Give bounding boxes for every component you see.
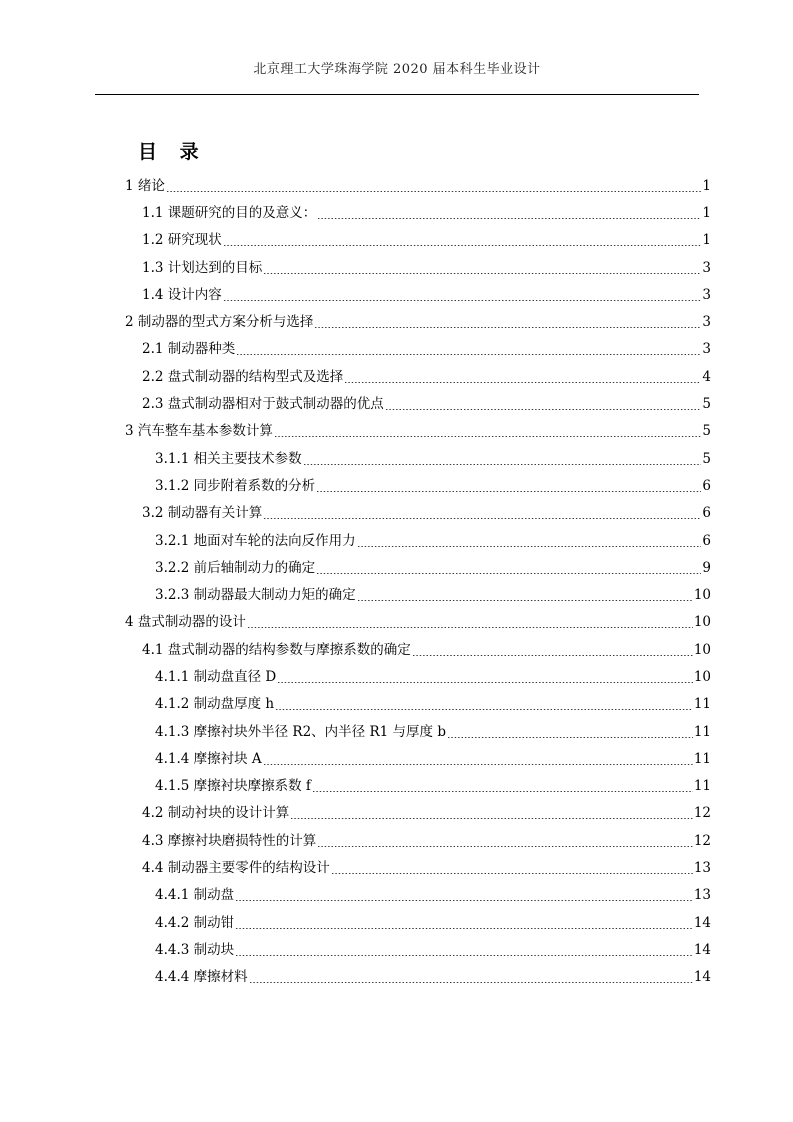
toc-entry-label: 2 制动器的型式方案分析与选择: [125, 314, 314, 331]
toc-dot-leader: [166, 179, 702, 193]
toc-entry[interactable]: [0, 445, 793, 472]
toc-entry-page-number: 5: [702, 423, 711, 440]
toc-entry[interactable]: [0, 390, 793, 417]
toc-entry[interactable]: [0, 909, 793, 936]
toc-entry-label: 4.1.5 摩擦衬块摩擦系数 f: [155, 778, 311, 795]
toc-entry-page-number: 4: [702, 368, 711, 385]
toc-entry-label: 4.4.2 制动钳: [155, 914, 235, 931]
toc-dot-leader: [357, 534, 702, 548]
toc-entry[interactable]: [0, 172, 793, 199]
toc-entry-label: 4.1.2 制动盘厚度 h: [155, 696, 275, 713]
toc-entry-label: 1.2 研究现状: [142, 232, 222, 249]
toc-dot-leader: [274, 424, 702, 438]
toc-entry-page-number: 13: [693, 887, 711, 904]
toc-dot-leader: [275, 697, 693, 711]
toc-dot-leader: [316, 561, 701, 575]
toc-entry-label: 3.2.1 地面对车轮的法向反作用力: [155, 532, 356, 549]
toc-dot-leader: [412, 643, 693, 657]
toc-entry-label: 4.4.3 制动块: [155, 941, 235, 958]
toc-dot-leader: [385, 397, 702, 411]
toc-dot-leader: [223, 233, 702, 247]
toc-dot-leader: [316, 479, 701, 493]
toc-entry[interactable]: [0, 718, 793, 745]
toc-entry[interactable]: [0, 227, 793, 254]
toc-dot-leader: [263, 506, 701, 520]
toc-dot-leader: [235, 916, 693, 930]
toc-entry-page-number: 12: [693, 832, 711, 849]
toc-dot-leader: [317, 206, 701, 220]
page-header: 北京理工大学珠海学院 2020 届本科生毕业设计: [253, 62, 541, 77]
toc-entry-label: 4.4 制动器主要零件的结构设计: [142, 860, 330, 877]
toc-entry-label: 1 绪论: [125, 177, 165, 194]
toc-entry-page-number: 14: [693, 969, 711, 986]
toc-entry-label: 4 盘式制动器的设计: [125, 614, 246, 631]
toc-dot-leader: [290, 806, 693, 820]
toc-entry[interactable]: [0, 554, 793, 581]
toc-entry[interactable]: [0, 800, 793, 827]
toc-dot-leader: [314, 315, 701, 329]
toc-entry-page-number: 10: [693, 587, 711, 604]
toc-entry-page-number: 1: [702, 204, 711, 221]
toc-dot-leader: [263, 752, 693, 766]
toc-dot-leader: [235, 888, 693, 902]
toc-entry[interactable]: [0, 691, 793, 718]
toc-entry[interactable]: [0, 936, 793, 963]
toc-dot-leader: [331, 861, 693, 875]
toc-dot-leader: [447, 725, 693, 739]
toc-entry-page-number: 11: [693, 696, 711, 713]
toc-entry-label: 2.3 盘式制动器相对于鼓式制动器的优点: [142, 396, 384, 413]
toc-entry-page-number: 14: [693, 941, 711, 958]
toc-entry-page-number: 1: [702, 177, 711, 194]
toc-entry-label: 4.3 摩擦衬块磨损特性的计算: [142, 832, 317, 849]
toc-entry-page-number: 6: [702, 532, 711, 549]
toc-entry[interactable]: [0, 581, 793, 608]
toc-entry[interactable]: [0, 281, 793, 308]
toc-dot-leader: [235, 943, 693, 957]
toc-entry[interactable]: [0, 418, 793, 445]
toc-entry-label: 4.1.3 摩擦衬块外半径 R2、内半径 R1 与厚度 b: [155, 723, 446, 740]
toc-entry-page-number: 6: [702, 505, 711, 522]
toc-entry-page-number: 13: [693, 860, 711, 877]
toc-entry-label: 1.4 设计内容: [142, 286, 222, 303]
toc-entry-page-number: 5: [702, 396, 711, 413]
toc-list: [0, 172, 793, 991]
toc-entry-label: 1.3 计划达到的目标: [142, 259, 263, 276]
toc-dot-leader: [249, 970, 693, 984]
toc-entry-label: 3.2 制动器有关计算: [142, 505, 263, 522]
toc-entry-label: 3.1.1 相关主要技术参数: [155, 450, 302, 467]
toc-entry-page-number: 5: [702, 450, 711, 467]
toc-entry-label: 1.1 课题研究的目的及意义：: [142, 204, 317, 221]
toc-entry-page-number: 11: [693, 723, 711, 740]
toc-entry-page-number: 3: [702, 259, 711, 276]
toc-entry[interactable]: [0, 336, 793, 363]
toc-entry[interactable]: [0, 199, 793, 226]
toc-entry-label: 4.4.4 摩擦材料: [155, 969, 248, 986]
toc-dot-leader: [247, 615, 693, 629]
toc-entry-page-number: 3: [702, 341, 711, 358]
toc-entry-label: 3.2.3 制动器最大制动力矩的确定: [155, 587, 356, 604]
toc-dot-leader: [223, 288, 702, 302]
toc-entry[interactable]: [0, 964, 793, 991]
toc-entry[interactable]: [0, 827, 793, 854]
toc-entry-page-number: 3: [702, 314, 711, 331]
toc-entry[interactable]: [0, 254, 793, 281]
toc-entry[interactable]: [0, 773, 793, 800]
toc-dot-leader: [312, 779, 693, 793]
toc-entry[interactable]: [0, 308, 793, 335]
toc-entry[interactable]: [0, 363, 793, 390]
toc-entry[interactable]: [0, 500, 793, 527]
toc-entry-label: 2.2 盘式制动器的结构型式及选择: [142, 368, 344, 385]
toc-title: 目 录: [138, 141, 207, 163]
toc-entry-label: 3.2.2 前后轴制动力的确定: [155, 559, 316, 576]
toc-entry-page-number: 9: [702, 559, 711, 576]
toc-entry-label: 3.1.2 同步附着系数的分析: [155, 477, 316, 494]
toc-entry-page-number: 10: [693, 668, 711, 685]
toc-entry-page-number: 14: [693, 914, 711, 931]
toc-entry[interactable]: [0, 663, 793, 690]
toc-entry-page-number: 10: [693, 614, 711, 631]
toc-entry-label: 4.4.1 制动盘: [155, 887, 235, 904]
toc-dot-leader: [236, 342, 701, 356]
toc-entry-page-number: 12: [693, 805, 711, 822]
toc-dot-leader: [317, 834, 693, 848]
toc-entry[interactable]: [0, 636, 793, 663]
header-divider: [95, 94, 699, 95]
toc-entry-page-number: 3: [702, 286, 711, 303]
toc-dot-leader: [357, 588, 693, 602]
toc-entry-label: 4.1.1 制动盘直径 D: [155, 668, 277, 685]
toc-entry[interactable]: [0, 527, 793, 554]
toc-entry-label: 2.1 制动器种类: [142, 341, 236, 358]
toc-entry-label: 4.2 制动衬块的设计计算: [142, 805, 290, 822]
toc-dot-leader: [277, 670, 693, 684]
toc-entry-page-number: 10: [693, 641, 711, 658]
toc-entry-label: 4.1.4 摩擦衬块 A: [155, 750, 262, 767]
toc-dot-leader: [344, 370, 701, 384]
toc-entry-label: 3 汽车整车基本参数计算: [125, 423, 273, 440]
toc-entry[interactable]: [0, 854, 793, 881]
toc-entry[interactable]: [0, 609, 793, 636]
toc-entry[interactable]: [0, 472, 793, 499]
toc-dot-leader: [263, 261, 701, 275]
toc-entry-label: 4.1 盘式制动器的结构参数与摩擦系数的确定: [142, 641, 411, 658]
toc-entry-page-number: 11: [693, 750, 711, 767]
toc-entry-page-number: 6: [702, 477, 711, 494]
toc-entry-page-number: 1: [702, 232, 711, 249]
toc-dot-leader: [303, 452, 702, 466]
toc-entry[interactable]: [0, 745, 793, 772]
toc-entry-page-number: 11: [693, 778, 711, 795]
toc-entry[interactable]: [0, 882, 793, 909]
